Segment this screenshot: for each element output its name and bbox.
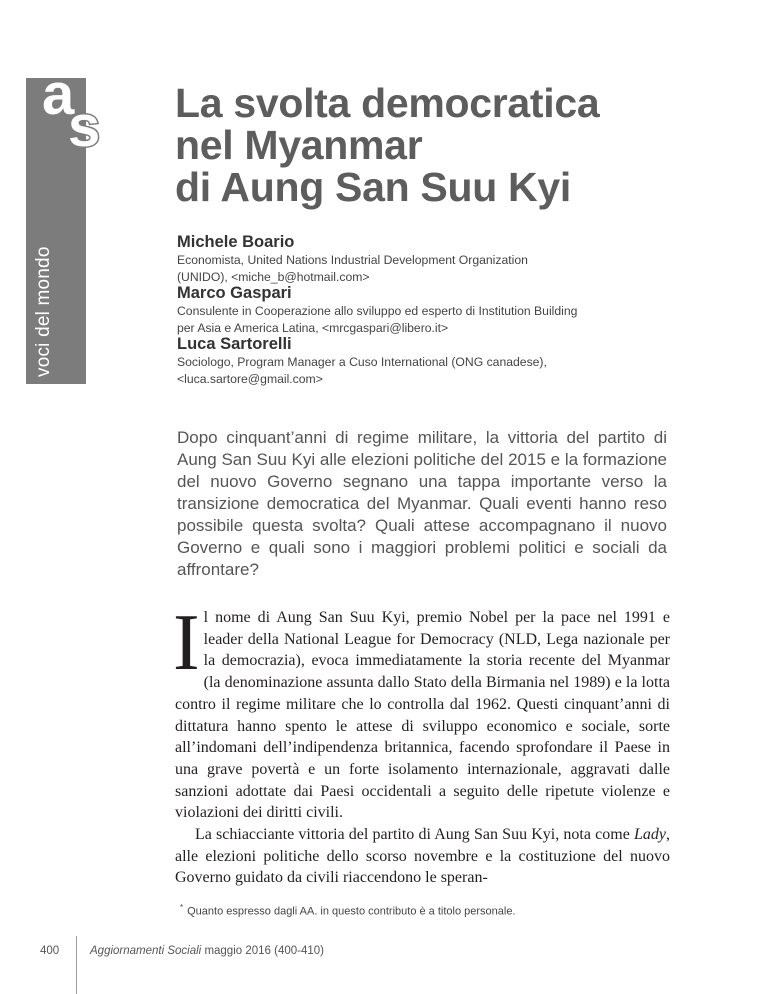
article-title: [175, 82, 695, 208]
body-paragraph: [173, 599, 670, 824]
title-line: nel Myanmar: [175, 122, 423, 168]
logo-letter-a: a: [42, 62, 75, 127]
footnote-mark: *: [180, 903, 184, 912]
paragraph-text: l nome di Aung San Suu Kyi, premio Nobel per la pace nel 1991 e leader della National League for Democracy (NLD, Lega nazionale per la democrazia), evoca immediatamente la storia recente del Myanmar (la denominazione assunta dallo Stato della Birmania nel 1989) e la lotta contro il regime militare che lo controlla dal 1962. Questi cinquant’anni di dittatura hanno spento le attese di sviluppo economico e sociale, sorte all’indomani dell’indipendenza britannica, facendo sprofondare il Paese in una grave povertà e un forte isolamento internazionale, aggravati dalle sanzioni adottate dai Paesi occidentali a seguito delle ripetute violenze e violazioni dei diritti civili.: [175, 609, 670, 822]
author-affiliation: Consulente in Cooperazione allo sviluppo ed esperto di Institution Building: [177, 304, 578, 318]
drop-cap: I: [173, 599, 200, 687]
journal-issue: maggio 2016 (400-410): [204, 945, 324, 957]
author-affiliation: per Asia e America Latina, <mrcgaspari@libero.it>: [177, 320, 449, 335]
journal-name: Aggiornamenti Sociali: [90, 945, 202, 957]
author-affiliation: Economista, United Nations Industrial Development Organization: [177, 253, 528, 267]
author-name: Michele Boario: [177, 233, 295, 251]
author-block: [177, 334, 697, 387]
title-line: di Aung San Suu Kyi: [175, 164, 571, 210]
author-block: [177, 232, 697, 285]
paragraph-text: La schiacciante vittoria del partito di Aung San Suu Kyi, nota come: [195, 826, 634, 844]
section-logo: [34, 62, 124, 152]
section-label: voci del mondo: [33, 246, 54, 377]
paragraph-text: , alle elezioni politiche dello scorso novembre e la costituzione del nuovo Governo guidato da civili riaccendono le speran-: [175, 826, 670, 887]
author-name: Marco Gaspari: [177, 284, 292, 302]
journal-reference: [90, 945, 324, 957]
page-number: 400: [40, 945, 60, 957]
title-line: La svolta democratica: [175, 80, 600, 126]
body-paragraph: [175, 824, 670, 889]
author-affiliation: Sociologo, Program Manager a Cuso International (ONG canadese),: [177, 355, 547, 369]
author-affiliation: (UNIDO), <miche_b@hotmail.com>: [177, 269, 370, 284]
author-block: [177, 283, 697, 336]
italic-term: Lady: [634, 826, 666, 844]
logo-letter-s: s: [68, 94, 101, 152]
footnote-text: Quanto espresso dagli AA. in questo contributo è a titolo personale.: [187, 905, 516, 918]
footnote: [180, 903, 680, 918]
abstract: Dopo cinquant’anni di regime militare, la vittoria del partito di Aung San Suu Kyi alle elezioni politiche del 2015 e la formazione del nuovo Governo segnano una tappa importante verso la transizione democratica del Myanmar. Quali eventi hanno reso possibile questa svolta? Quali attese accompagnano il nuovo Governo e quali sono i maggiori problemi politici e sociali da affrontare?: [177, 428, 667, 579]
footer-divider: [76, 936, 77, 994]
author-affiliation: <luca.sartore@gmail.com>: [177, 371, 323, 386]
article-body: [173, 599, 670, 889]
author-name: Luca Sartorelli: [177, 335, 292, 353]
